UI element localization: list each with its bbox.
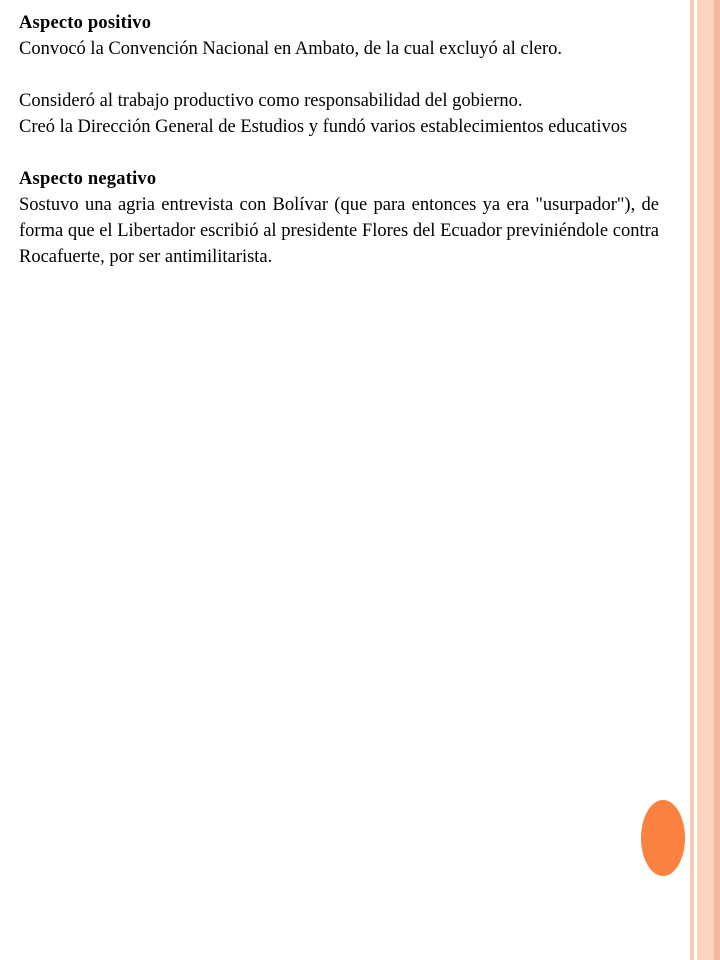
negative-paragraph-1: Sostuvo una agria entrevista con Bolívar (que para entonces ya era "usurpador"), de forma que el Libertador escribió al presidente Flores del Ecuador previniéndole contra Rocafuerte, por ser antimilitarista. — [19, 195, 659, 267]
positive-paragraph-3: Creó la Dirección General de Estudios y fundó varios establecimientos educativos — [19, 117, 628, 137]
slide-content — [19, 10, 659, 270]
decorative-oval — [641, 800, 685, 876]
decorative-band — [697, 0, 714, 960]
positive-paragraph-1: Convocó la Convención Nacional en Ambato, de la cual excluyó al clero. — [19, 39, 563, 59]
negative-heading: Aspecto negativo — [19, 169, 157, 189]
positive-heading: Aspecto positivo — [19, 13, 152, 33]
positive-paragraph-2: Consideró al trabajo productivo como responsabilidad del gobierno. — [19, 91, 523, 111]
decorative-band-edge — [714, 0, 720, 960]
spacer — [19, 62, 659, 88]
spacer — [19, 140, 659, 166]
